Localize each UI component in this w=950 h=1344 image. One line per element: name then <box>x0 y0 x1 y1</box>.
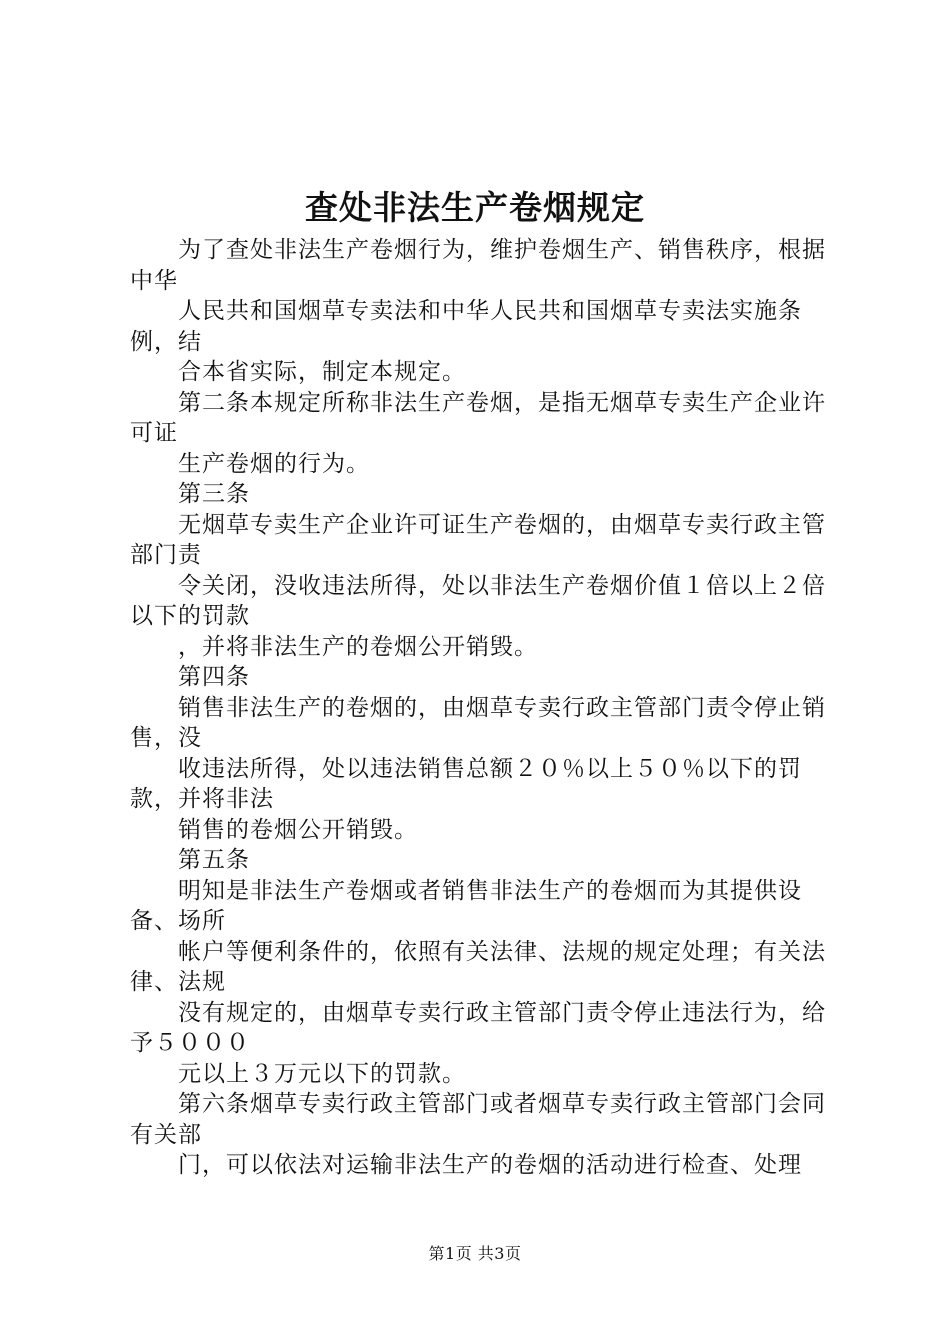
paragraph: 没有规定的，由烟草专卖行政主管部门责令停止违法行为，给予５０００ <box>130 999 826 1056</box>
paragraph: 生产卷烟的行为。 <box>178 450 370 477</box>
section-heading: 第五条 <box>178 847 250 873</box>
paragraph: 为了查处非法生产卷烟行为，维护卷烟生产、销售秩序，根据中华 <box>130 237 826 294</box>
paragraph: 第二条本规定所称非法生产卷烟，是指无烟草专卖生产企业许可证 <box>130 389 826 446</box>
page-footer: 第1页 共3页 <box>428 1244 522 1263</box>
paragraph: 第六条烟草专卖行政主管部门或者烟草专卖行政主管部门会同有关部 <box>130 1091 826 1148</box>
section-heading: 第四条 <box>178 664 250 690</box>
section-heading: 第三条 <box>178 481 250 507</box>
paragraph: 销售的卷烟公开销毁。 <box>178 816 418 843</box>
document-title: 查处非法生产卷烟规定 <box>305 188 645 227</box>
paragraph: 销售非法生产的卷烟的，由烟草专卖行政主管部门责令停止销售，没 <box>130 694 826 751</box>
paragraph: 令关闭，没收违法所得，处以非法生产卷烟价值１倍以上２倍以下的罚款 <box>130 572 826 629</box>
paragraph: 门，可以依法对运输非法生产的卷烟的活动进行检查、处理 <box>178 1152 802 1178</box>
paragraph: 人民共和国烟草专卖法和中华人民共和国烟草专卖法实施条例，结 <box>130 298 802 355</box>
paragraph: 无烟草专卖生产企业许可证生产卷烟的，由烟草专卖行政主管部门责 <box>130 511 826 568</box>
paragraph: 元以上３万元以下的罚款。 <box>178 1060 466 1087</box>
document-body <box>130 235 840 1181</box>
paragraph: 合本省实际，制定本规定。 <box>178 359 466 385</box>
paragraph: 明知是非法生产卷烟或者销售非法生产的卷烟而为其提供设备、场所 <box>130 877 802 934</box>
paragraph: ，并将非法生产的卷烟公开销毁。 <box>178 633 538 660</box>
paragraph: 收违法所得，处以违法销售总额２０％以上５０％以下的罚款，并将非法 <box>130 755 802 812</box>
paragraph: 帐户等便利条件的，依照有关法律、法规的规定处理；有关法律、法规 <box>130 938 826 995</box>
